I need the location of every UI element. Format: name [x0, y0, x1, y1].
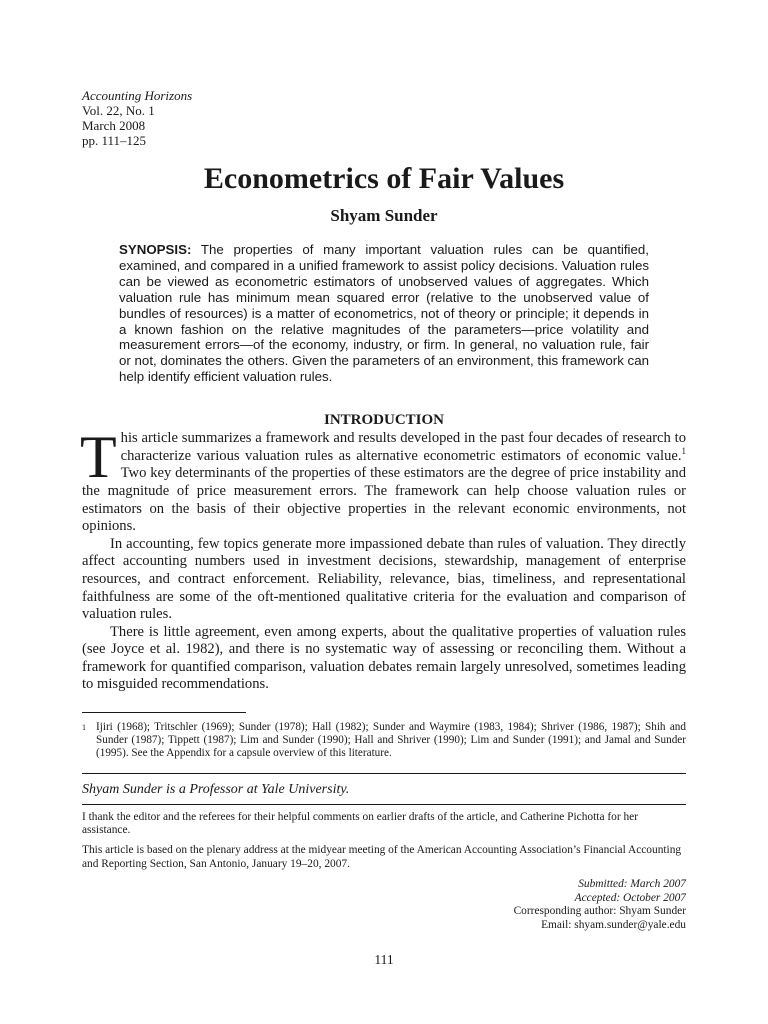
footnote-ref: 1: [681, 445, 686, 456]
journal-pages: pp. 111–125: [82, 133, 147, 148]
intro-paragraph-1: [80, 424, 686, 536]
affiliation-rule-bottom: [82, 804, 686, 805]
intro-paragraph-2: In accounting, few topics generate more impassioned debate than rules of valuation. They directly affect accounting numbers used in investment decisions, stewardship, management of enterprise resources, and contract enforcement. Reliability, relevance, bias, timeliness, and representational faithfulness are some of the oft-mentioned qualitative criteria for the evaluation and comparison of valuation rules.: [82, 535, 686, 623]
submission-info: [82, 878, 686, 932]
article-page: [82, 88, 686, 932]
article-author: Shyam Sunder: [330, 206, 438, 225]
intro-paragraph-1-b: Two key determinants of the properties of these estimators are the degree of price instability and the magnitude of price measurement errors. The framework can help choose valuation rules or estimators on the basis of their objective properties in the relevant economic environments, not opinions.: [82, 465, 686, 535]
corresponding-author: Corresponding author: Shyam Sunder: [513, 905, 686, 918]
drop-cap: T: [80, 424, 117, 491]
affiliation-rule-top: [82, 773, 686, 774]
footnote-rule: [82, 712, 246, 713]
synopsis-label: SYNOPSIS:: [119, 242, 192, 257]
journal-date: March 2008: [82, 118, 146, 133]
intro-paragraph-3: There is little agreement, even among experts, about the qualitative properties of valuation rules (see Joyce et al. 1982), and there is no systematic way of assessing or reconciling them. Without a framework for quantified comparison, valuation debates remain largely unresolved, sometimes leading to misguided recommendations.: [82, 623, 686, 693]
accepted-date: Accepted: October 2007: [574, 891, 686, 904]
introduction-heading: INTRODUCTION: [323, 412, 444, 429]
page-number: 111: [374, 952, 394, 967]
footnote: [82, 721, 686, 761]
footnote-number: 1: [82, 723, 86, 733]
journal-name: Accounting Horizons: [82, 88, 193, 103]
plenary-note: This article is based on the plenary address at the midyear meeting of the American Accounting Association’s Financial Accounting and Reporting Section, San Antonio, January 19–20, 2007.: [82, 844, 682, 870]
submitted-date: Submitted: March 2007: [578, 878, 686, 891]
journal-volume: Vol. 22, No. 1: [82, 103, 155, 118]
synopsis: [119, 242, 649, 385]
journal-info: [82, 88, 686, 148]
article-title: Econometrics of Fair Values: [203, 162, 565, 195]
synopsis-text: The properties of many important valuation rules can be quantified, examined, and compared in a unified framework to assist policy decisions. Valuation rules can be viewed as econometric estimators of unobserved values of aggregates. Which valuation rule has minimum mean squared error (relative to the unobserved value of bundles of resources) is a matter of econometrics, not of theory or principle; it depends in a known fashion on the relative magnitudes of the parameters—price volatility and measurement errors—of the economy, industry, or firm. In general, no valuation rule, fair or not, dominates the others. Given the parameters of an environment, this framework can help identify efficient valuation rules.: [119, 242, 649, 385]
introduction-body: [80, 424, 686, 694]
intro-paragraph-1-a: his article summarizes a framework and results developed in the past four decades of research to characterize various valuation rules as alternative econometric estimators of economic value.: [120, 430, 686, 464]
author-affiliation: Shyam Sunder is a Professor at Yale University.: [82, 781, 350, 797]
acknowledgment: I thank the editor and the referees for their helpful comments on earlier drafts of the article, and Catherine Pichotta for her assistance.: [82, 810, 639, 837]
author-email: Email: shyam.sunder@yale.edu: [541, 918, 686, 931]
footnote-text: Ijiri (1968); Tritschler (1969); Sunder (1978); Hall (1982); Sunder and Waymire (1983, 1984); Shriver (1986, 1987); Shih and Sunder (1987); Tippett (1987); Lim and Sunder (1990); Hall and Shriver (1990); Lim and Sunder (1991); and Jamal and Sunder (1995). See the Appendix for a capsule overview of this literature.: [96, 721, 686, 760]
